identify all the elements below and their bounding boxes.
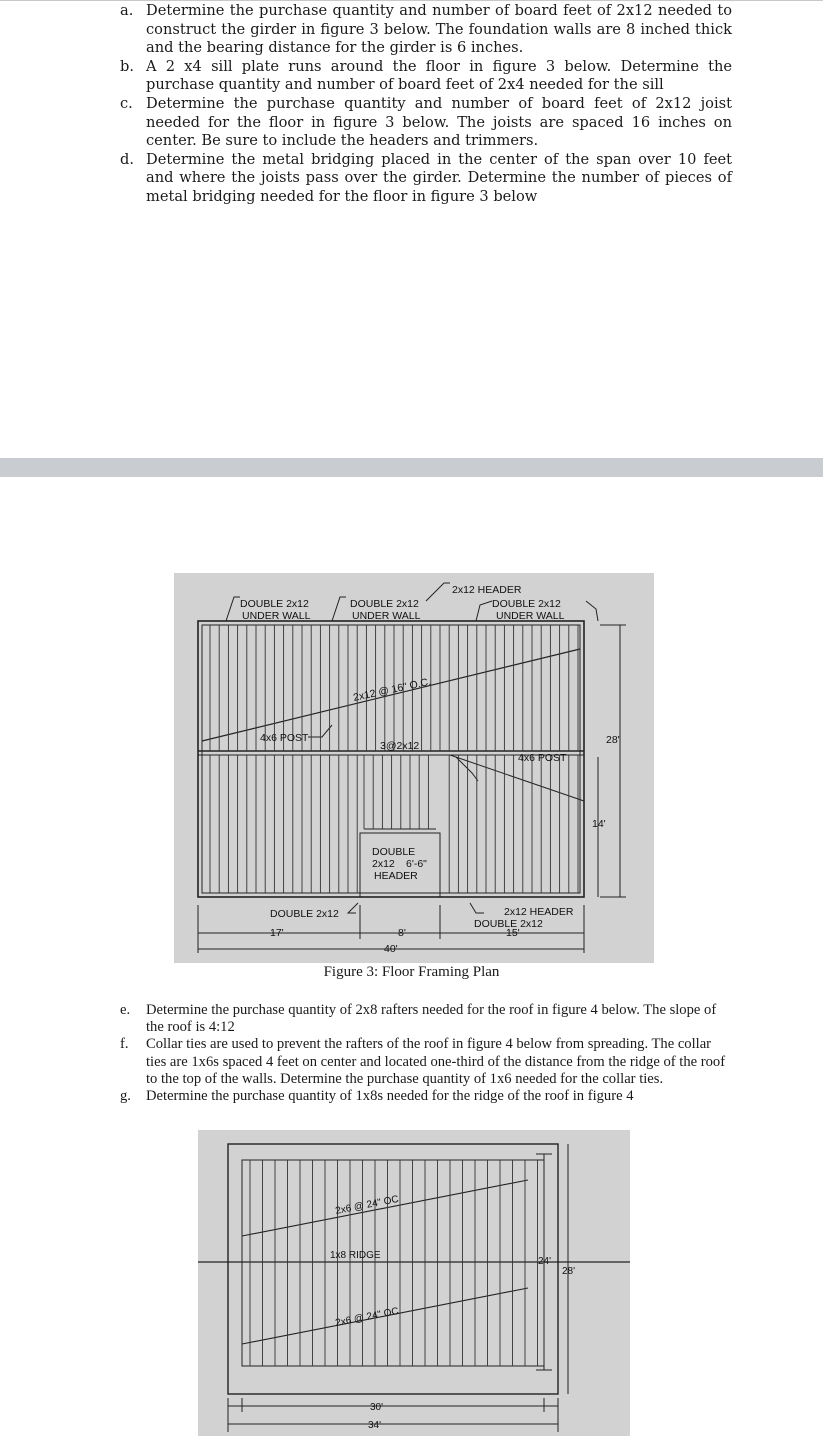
label-ridge: 1x8 RIDGE xyxy=(330,1250,381,1261)
label-under-wall-c: UNDER WALL xyxy=(496,610,565,622)
question-a: a. Determine the purchase quantity and number of board feet of 2x12 needed to construct the girder in figure 3 below. The foundation walls are 8 inched thick and the bearing distance for the girder is 6 inches. xyxy=(120,2,732,57)
label-under-wall-b: UNDER WALL xyxy=(352,610,421,622)
dim-14ft: 14' xyxy=(592,818,606,830)
dim-28ft: 28' xyxy=(606,734,620,746)
question-e: e. Determine the purchase quantity of 2x8 rafters needed for the roof in figure 4 below. The slope of the roof is 4:12 xyxy=(120,1002,717,1036)
rafter-lines xyxy=(250,1160,538,1366)
label-post-left: 4x6 POST xyxy=(260,732,309,744)
label-stair-double: DOUBLE xyxy=(372,846,416,858)
label-double-2x12-c: DOUBLE 2x12 xyxy=(492,598,561,610)
figure-4-roof-plan xyxy=(198,1130,630,1436)
label-double-2x12-a: DOUBLE 2x12 xyxy=(240,598,309,610)
label-stair-2x12: 2x12 xyxy=(372,858,395,870)
top-rule xyxy=(0,0,823,1)
label-double-2x12-bottom-right: DOUBLE 2x12 xyxy=(474,918,543,930)
question-g-text: Determine the purchase quantity of 1x8s needed for the ridge of the roof in figure 4 xyxy=(146,1088,634,1105)
question-g: g. Determine the purchase quantity of 1x8s needed for the ridge of the roof in figure 4 xyxy=(120,1088,634,1105)
dim-24ft: 24' xyxy=(538,1256,552,1267)
figure-3-drawing xyxy=(174,573,654,963)
dim-28ft-roof: 28' xyxy=(562,1266,576,1277)
roof-outline xyxy=(228,1144,558,1394)
label-rafters-bottom: 2x6 @ 24" OC xyxy=(334,1305,400,1329)
question-c-text: Determine the purchase quantity and number of board feet of 2x12 joist needed for the floor in figure 3 below. The joists are spaced 16 inches on center. Be sure to include the headers and trimmers. xyxy=(146,94,732,150)
label-2x12-header-bottom: 2x12 HEADER xyxy=(504,906,574,918)
question-list-top xyxy=(120,2,732,207)
figure-3-caption: Figure 3: Floor Framing Plan xyxy=(323,964,500,980)
dim-8ft: 8' xyxy=(398,927,406,939)
label-double-2x12-bottom: DOUBLE 2x12 xyxy=(270,908,339,920)
figure-4-drawing xyxy=(198,1130,630,1436)
label-stair-header: HEADER xyxy=(374,870,418,882)
label-stair-length: 6'-6" xyxy=(406,858,427,870)
question-f-text: Collar ties are used to prevent the rafters of the roof in figure 4 below from spreading. The collar ties are 1x6s spaced 4 feet on center and located one-third of the distance from the ridge of the roof to the top of the walls. Determine the purchase quantity of 1x6 needed for the collar ties. xyxy=(146,1036,726,1087)
label-under-wall-a: UNDER WALL xyxy=(242,610,311,622)
question-b-text: A 2 x4 sill plate runs around the floor in figure 3 below. Determine the purchase quantity and number of board feet of 2x4 needed for the sill xyxy=(146,57,732,94)
question-d-text: Determine the metal bridging placed in the center of the span over 10 feet and where the joists pass over the girder. Determine the number of pieces of metal bridging needed for the floor in figure 3 below xyxy=(146,150,732,205)
label-2x12-header-top: 2x12 HEADER xyxy=(452,584,522,596)
question-c: c. Determine the purchase quantity and number of board feet of 2x12 joist needed for the floor in figure 3 below. The joists are spaced 16 inches on center. Be sure to include the headers and trimmers. xyxy=(120,94,732,150)
label-joist-spacing: 2x12 @ 16" O.C. xyxy=(352,675,433,704)
question-e-text: Determine the purchase quantity of 2x8 rafters needed for the roof in figure 4 below. The slope of the roof is 4:12 xyxy=(146,1002,717,1036)
dim-17ft: 17' xyxy=(270,927,284,939)
dim-40ft: 40' xyxy=(384,943,398,955)
question-b: b. A 2 x4 sill plate runs around the floor in figure 3 below. Determine the purchase quantity and number of board feet of 2x4 needed for the sill xyxy=(120,57,732,94)
figure-3-floor-plan xyxy=(174,573,654,963)
dim-34ft: 34' xyxy=(368,1420,382,1431)
label-post-right: 4x6 POST xyxy=(518,752,567,764)
page-divider xyxy=(0,458,823,477)
label-double-2x12-b: DOUBLE 2x12 xyxy=(350,598,419,610)
dim-15ft: 15' xyxy=(506,927,520,939)
label-girder: 3@2x12 xyxy=(380,740,420,752)
question-a-text: Determine the purchase quantity and number of board feet of 2x12 needed to construct the girder in figure 3 below. The foundation walls are 8 inched thick and the bearing distance for the girder is 6 inches. xyxy=(146,2,732,57)
question-d: d. Determine the metal bridging placed in the center of the span over 10 feet and where the joists pass over the girder. Determine the number of pieces of metal bridging needed for the floor in figure 3 below xyxy=(120,150,732,205)
question-list-bottom xyxy=(120,1002,730,1105)
label-rafters-top: 2x6 @ 24" OC xyxy=(334,1193,400,1217)
dim-30ft: 30' xyxy=(370,1402,384,1413)
question-f: f. Collar ties are used to prevent the rafters of the roof in figure 4 below from spreading. The collar ties are 1x6s spaced 4 feet on center and located one-third of the distance from the ridge of the roof to the top of the walls. Determine the purchase quantity of 1x6 needed for the collar ties. xyxy=(120,1036,726,1087)
